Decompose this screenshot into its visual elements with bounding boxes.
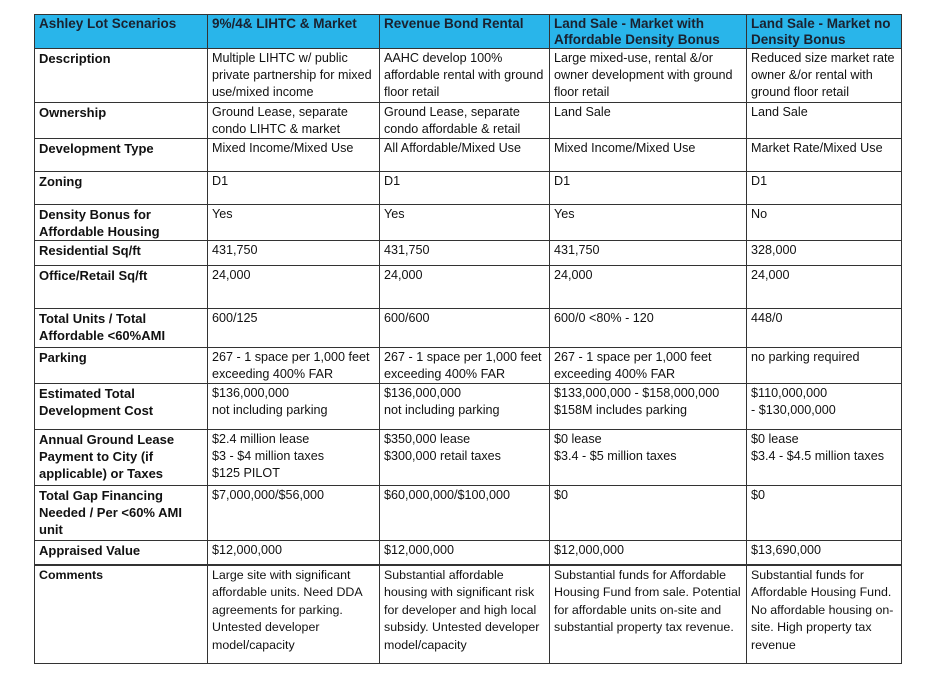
cell: $350,000 lease $300,000 retail taxes [380,430,550,486]
row-label: Office/Retail Sq/ft [35,266,208,309]
cell: D1 [208,172,380,205]
cell: Mixed Income/Mixed Use [550,139,747,172]
cell: $0 lease $3.4 - $4.5 million taxes [747,430,902,486]
cell: Reduced size market rate owner &/or rental with ground floor retail [747,49,902,103]
cell: 431,750 [208,241,380,266]
cell: $133,000,000 - $158,000,000 $158M includes parking [550,384,747,430]
comments-row [35,566,902,664]
row-label: Ownership [35,103,208,139]
cell: Land Sale [747,103,902,139]
scenarios-table [34,14,902,565]
cell: AAHC develop 100% affordable rental with ground floor retail [380,49,550,103]
cell: 600/0 <80% - 120 [550,309,747,348]
row-label: Density Bonus for Affordable Housing [35,205,208,241]
cell: Large site with significant affordable units. Need DDA agreements for parking. Untested developer model/capacity [208,566,380,664]
cell: 24,000 [747,266,902,309]
cell: Multiple LIHTC w/ public private partnership for mixed use/mixed income [208,49,380,103]
table-row [35,384,902,430]
cell: Market Rate/Mixed Use [747,139,902,172]
cell: 24,000 [550,266,747,309]
cell: Yes [208,205,380,241]
cell: 431,750 [550,241,747,266]
cell: Ground Lease, separate condo LIHTC & market [208,103,380,139]
row-label: Zoning [35,172,208,205]
cell: 267 - 1 space per 1,000 feet exceeding 400% FAR [380,348,550,384]
table-row [35,103,902,139]
row-label: Parking [35,348,208,384]
table-row [35,139,902,172]
column-header: Land Sale - Market with Affordable Density Bonus [550,15,747,49]
table-row [35,430,902,486]
cell: $110,000,000 - $130,000,000 [747,384,902,430]
cell: $13,690,000 [747,541,902,565]
cell: 24,000 [208,266,380,309]
table-row [35,541,902,565]
column-header: 9%/4& LIHTC & Market [208,15,380,49]
cell: Yes [550,205,747,241]
table-row [35,348,902,384]
row-label: Total Units / Total Affordable <60%AMI [35,309,208,348]
column-header: Land Sale - Market no Density Bonus [747,15,902,49]
row-label: Development Type [35,139,208,172]
row-label: Total Gap Financing Needed / Per <60% AMI unit [35,486,208,541]
cell: D1 [380,172,550,205]
row-label: Comments [35,566,208,664]
row-label: Annual Ground Lease Payment to City (if applicable) or Taxes [35,430,208,486]
cell: D1 [550,172,747,205]
cell: $136,000,000 not including parking [380,384,550,430]
comments-table [34,565,902,664]
cell: Substantial affordable housing with significant risk for developer and high local subsidy. Untested developer model/capacity [380,566,550,664]
row-label: Description [35,49,208,103]
cell: Land Sale [550,103,747,139]
cell: Substantial funds for Affordable Housing Fund. No affordable housing on-site. High property tax revenue [747,566,902,664]
cell: $12,000,000 [208,541,380,565]
cell: 448/0 [747,309,902,348]
table-row [35,205,902,241]
cell: 24,000 [380,266,550,309]
row-label: Residential Sq/ft [35,241,208,266]
cell: No [747,205,902,241]
cell: All Affordable/Mixed Use [380,139,550,172]
cell: 431,750 [380,241,550,266]
cell: $2.4 million lease $3 - $4 million taxes $125 PILOT [208,430,380,486]
cell: Substantial funds for Affordable Housing Fund from sale. Potential for affordable units on-site and substantial property tax revenue. [550,566,747,664]
cell: $60,000,000/$100,000 [380,486,550,541]
cell: 600/600 [380,309,550,348]
cell: 328,000 [747,241,902,266]
cell: $136,000,000 not including parking [208,384,380,430]
table-row [35,49,902,103]
table-row [35,266,902,309]
header-row [35,15,902,49]
cell: $0 [550,486,747,541]
cell: 267 - 1 space per 1,000 feet exceeding 400% FAR [208,348,380,384]
column-header: Revenue Bond Rental [380,15,550,49]
row-label: Appraised Value [35,541,208,565]
cell: $0 lease $3.4 - $5 million taxes [550,430,747,486]
cell: Yes [380,205,550,241]
table-title: Ashley Lot Scenarios [35,15,208,49]
cell: $12,000,000 [550,541,747,565]
table-row [35,486,902,541]
row-label: Estimated Total Development Cost [35,384,208,430]
cell: D1 [747,172,902,205]
table-row [35,172,902,205]
cell: $0 [747,486,902,541]
cell: $12,000,000 [380,541,550,565]
cell: Ground Lease, separate condo affordable & retail [380,103,550,139]
cell: Large mixed-use, rental &/or owner development with ground floor retail [550,49,747,103]
cell: 267 - 1 space per 1,000 feet exceeding 400% FAR [550,348,747,384]
table-row [35,309,902,348]
cell: $7,000,000/$56,000 [208,486,380,541]
table-row [35,241,902,266]
cell: Mixed Income/Mixed Use [208,139,380,172]
cell: 600/125 [208,309,380,348]
cell: no parking required [747,348,902,384]
